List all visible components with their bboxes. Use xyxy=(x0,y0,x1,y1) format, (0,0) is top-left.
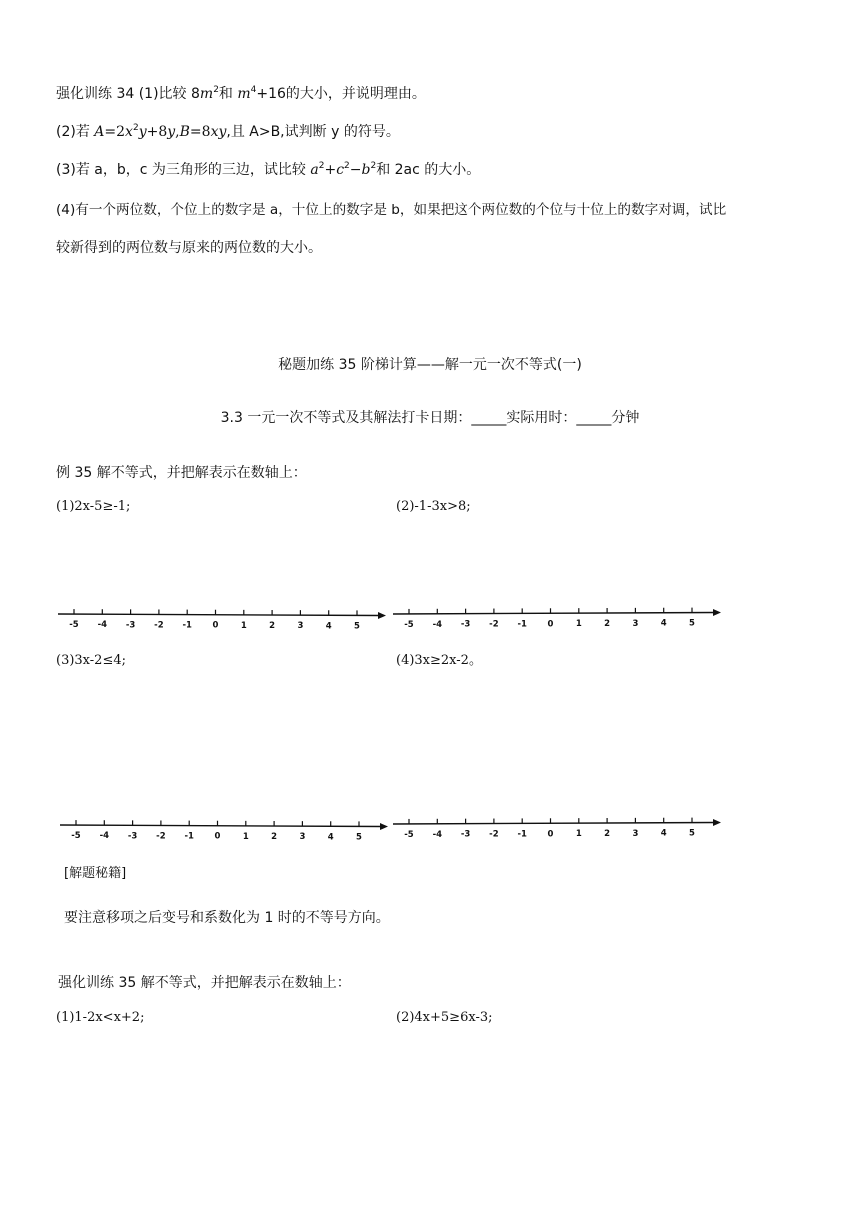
training35-q1: (1)1-2x<x+2; xyxy=(56,1010,145,1025)
exponent: 2 xyxy=(344,161,350,171)
problem34-part4-line2: 较新得到的两位数与原来的两位数的大小。 xyxy=(56,240,322,256)
text: +8 xyxy=(146,124,168,140)
axis-line xyxy=(393,823,715,825)
tick-label: 1 xyxy=(242,831,249,842)
tick-label: 4 xyxy=(327,832,334,843)
problem34-part1-prefix: 强化训练 34 (1)比较 8 xyxy=(56,86,200,102)
problem34-part1-suffix: +16的大小，并说明理由。 xyxy=(256,86,426,102)
tick-label: -2 xyxy=(154,620,164,631)
tick-label: -4 xyxy=(432,619,443,630)
tick-label: 0 xyxy=(214,831,221,842)
tick-label: 5 xyxy=(689,618,695,629)
tick-label: 0 xyxy=(212,620,219,631)
tick-label: -5 xyxy=(71,831,81,842)
var-b: b xyxy=(361,162,371,178)
tick-label: -1 xyxy=(517,619,527,630)
tick-label: 4 xyxy=(660,618,667,629)
var-A: A xyxy=(94,124,105,140)
tick-label: 3 xyxy=(297,621,304,632)
training35-heading: 强化训练 35 解不等式，并把解表示在数轴上： xyxy=(58,975,351,991)
var-m: m xyxy=(199,86,214,102)
tick-label: -4 xyxy=(99,831,110,842)
axis-arrow xyxy=(713,819,721,826)
text: , xyxy=(175,124,180,140)
exponent: 2 xyxy=(318,161,325,171)
var-c: c xyxy=(336,162,345,178)
tick-label: 5 xyxy=(689,828,695,839)
tick-label: 0 xyxy=(547,619,554,630)
tick-label: 5 xyxy=(356,832,362,843)
tick-label: -4 xyxy=(97,620,108,631)
var-B: B xyxy=(179,124,190,140)
tick-label: 4 xyxy=(325,621,332,632)
tick-label: -5 xyxy=(404,829,414,840)
var-m: m xyxy=(237,86,251,102)
tick-label: 2 xyxy=(269,620,276,631)
tips-body: 要注意移项之后变号和系数化为 1 时的不等号方向。 xyxy=(64,910,390,926)
connector-and: 和 xyxy=(218,86,238,102)
tick-label: 3 xyxy=(299,832,306,843)
tick-label: -1 xyxy=(184,831,194,842)
var-xy: xy xyxy=(210,124,227,140)
tick-label: -5 xyxy=(404,619,414,630)
problem34-part3-prefix: (3)若 a，b，c 为三角形的三边，试比较 xyxy=(56,162,311,178)
training35-q2: (2)4x+5≥6x-3; xyxy=(396,1010,493,1025)
example35-heading: 例 35 解不等式，并把解表示在数轴上： xyxy=(56,465,307,481)
tick-label: 1 xyxy=(575,619,582,630)
tick-label: 1 xyxy=(240,620,247,631)
tick-label: 0 xyxy=(547,829,554,840)
exponent: 2 xyxy=(213,85,219,95)
tick-label: -5 xyxy=(69,620,79,631)
var-y: y xyxy=(138,124,147,140)
text: − xyxy=(349,162,362,178)
example35-q2: (2)-1-3x>8; xyxy=(396,499,471,514)
tick-label: 2 xyxy=(604,829,611,840)
tick-label: 4 xyxy=(660,828,667,839)
example35-q3: (3)3x-2≤4; xyxy=(56,653,126,668)
text: + xyxy=(324,162,337,178)
tick-label: 5 xyxy=(354,621,360,632)
tick-label: -3 xyxy=(127,831,138,842)
exponent: 4 xyxy=(250,85,257,95)
tick-label: 3 xyxy=(632,828,639,839)
var-a: a xyxy=(310,162,319,178)
example35-q1: (1)2x-5≥-1; xyxy=(56,499,131,514)
tick-label: 1 xyxy=(575,829,582,840)
problem34-part3-suffix: 和 2ac 的大小。 xyxy=(376,162,481,178)
tick-label: -3 xyxy=(460,619,471,630)
exponent: 2 xyxy=(132,123,139,133)
tick-label: -2 xyxy=(156,831,166,842)
tick-label: 2 xyxy=(271,831,278,842)
text: =2 xyxy=(104,124,126,140)
tick-label: 2 xyxy=(604,619,611,630)
example35-q4: (4)3x≥2x-2。 xyxy=(396,653,482,668)
tick-label: -1 xyxy=(517,829,527,840)
problem34-part2-suffix: ,且 A>B,试判断 y 的符号。 xyxy=(226,124,400,140)
exponent: 2 xyxy=(370,161,377,171)
tips-heading: [解题秘籍] xyxy=(64,866,127,881)
tick-label: -2 xyxy=(489,829,499,840)
tick-label: -3 xyxy=(125,620,136,631)
problem34-part2-prefix: (2)若 xyxy=(56,124,95,140)
text: =8 xyxy=(189,124,211,140)
var-y: y xyxy=(167,124,176,140)
tick-label: -2 xyxy=(489,619,499,630)
section-subtitle: 3.3 一元一次不等式及其解法打卡日期：_____实际用时：_____分钟 xyxy=(220,410,640,426)
tick-label: -1 xyxy=(182,620,192,631)
tick-label: 3 xyxy=(632,618,639,629)
var-x: x xyxy=(125,124,133,140)
problem34-part4-line1: (4)有一个两位数，个位上的数字是 a，十位上的数字是 b，如果把这个两位数的个位与十位上的数字对调，试比 xyxy=(56,202,727,218)
section-title: 秘题加练 35 阶梯计算——解一元一次不等式(一) xyxy=(278,357,582,373)
tick-label: -4 xyxy=(432,829,443,840)
tick-label: -3 xyxy=(460,829,471,840)
